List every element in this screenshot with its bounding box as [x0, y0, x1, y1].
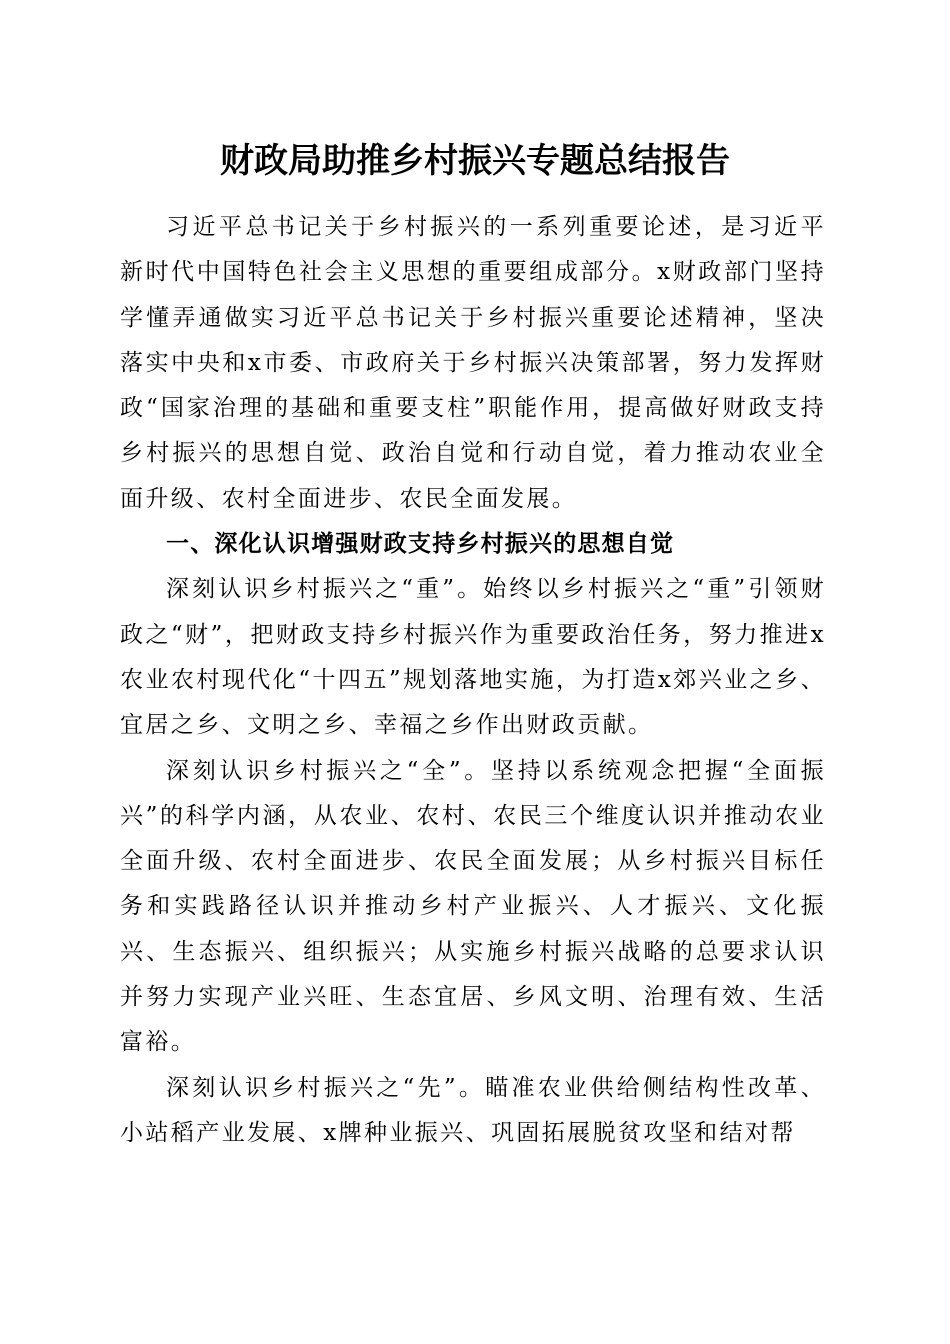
- body-paragraph: 深刻认识乡村振兴之“先”。瞄准农业供给侧结构性改革、小站稻产业发展、x牌种业振兴、巩固拓展脱贫攻坚和结对帮: [120, 1074, 826, 1146]
- body-paragraph: 深刻认识乡村振兴之“全”。坚持以系统观念把握“全面振兴”的科学内涵，从农业、农村、农民三个维度认识并推动农业全面升级、农村全面进步、农民全面发展；从乡村振兴目标任务和实践路径认识并推动乡村产业振兴、人才振兴、文化振兴、生态振兴、组织振兴；从实施乡村振兴战略的总要求认识并努力实现产业兴旺、生态宜居、乡风文明、治理有效、生活富裕。: [120, 757, 826, 1056]
- document-title: 财政局助推乡村振兴专题总结报告: [220, 141, 730, 181]
- intro-paragraph: 习近平总书记关于乡村振兴的一系列重要论述，是习近平新时代中国特色社会主义思想的重要组成部分。x财政部门坚持学懂弄通做实习近平总书记关于乡村振兴重要论述精神，坚决落实中央和x市委、市政府关于乡村振兴决策部署，努力发挥财政“国家治理的基础和重要支柱”职能作用，提高做好财政支持乡村振兴的思想自觉、政治自觉和行动自觉，着力推动农业全面升级、农村全面进步、农民全面发展。: [120, 214, 826, 512]
- body-paragraph: 深刻认识乡村振兴之“重”。始终以乡村振兴之“重”引领财政之“财”，把财政支持乡村振兴作为重要政治任务，努力推进x农业农村现代化“十四五”规划落地实施，为打造x郊兴业之乡、宜居之乡、文明之乡、幸福之乡作出财政贡献。: [120, 576, 826, 739]
- document-body: [120, 205, 826, 1156]
- section-heading: 一、深化认识增强财政支持乡村振兴的思想自觉: [166, 531, 675, 558]
